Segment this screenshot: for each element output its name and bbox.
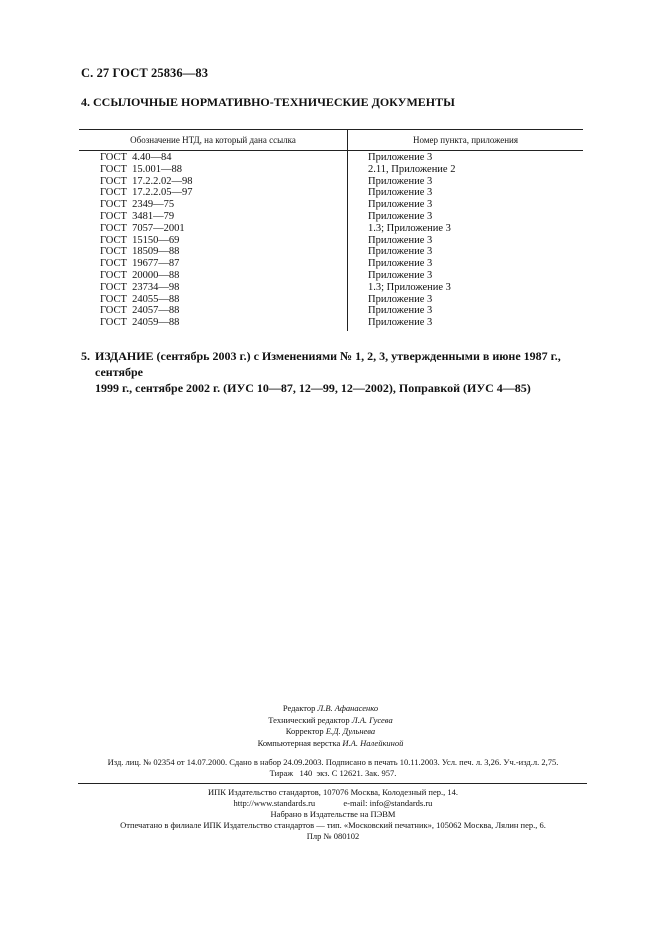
clause-reference: Приложение 3 — [368, 187, 433, 199]
edition-line-2: 1999 г., сентябре 2002 г. (ИУС 10—87, 12—99, 12—2002), Поправкой (ИУС 4—85) — [95, 381, 531, 395]
document-designation: ГОСТ 2349—75 — [100, 199, 175, 211]
clause-reference: 1.3; Приложение 3 — [368, 222, 451, 234]
imprint-block — [78, 757, 588, 779]
document-designation: ГОСТ 20000—88 — [100, 269, 180, 281]
table-row — [79, 176, 583, 188]
table-row — [79, 258, 583, 270]
column-header-clause: Номер пункта, приложения — [413, 135, 518, 145]
edition-line-1: ИЗДАНИЕ (сентябрь 2003 г.) с Изменениями № 1, 2, 3, утвержденными в июне 1987 г., сентябре — [95, 349, 561, 379]
document-designation: ГОСТ 15.001—88 — [100, 163, 183, 175]
credits-block — [0, 703, 661, 749]
document-designation: ГОСТ 19677—87 — [100, 258, 180, 270]
clause-reference: 2.11, Приложение 2 — [368, 163, 456, 175]
publisher-url[interactable]: http://www.standards.ru — [233, 798, 316, 808]
clause-reference: Приложение 3 — [368, 246, 433, 258]
document-designation: ГОСТ 17.2.2.05—97 — [100, 187, 193, 199]
credit-line — [0, 715, 661, 727]
clause-reference: Приложение 3 — [368, 234, 433, 246]
document-designation: ГОСТ 24055—88 — [100, 293, 180, 305]
clause-reference: Приложение 3 — [368, 305, 433, 317]
credit-role: Компьютерная верстка — [257, 737, 341, 748]
document-designation: ГОСТ 4.40—84 — [100, 152, 172, 163]
document-designation: ГОСТ 15150—69 — [100, 234, 180, 246]
document-designation: ГОСТ 17.2.2.02—98 — [100, 175, 193, 187]
references-table — [79, 129, 583, 331]
document-designation: ГОСТ 24057—88 — [100, 305, 180, 317]
credit-name: Л.А. Гусева — [351, 714, 393, 725]
table-row — [79, 246, 583, 258]
table-row — [79, 294, 583, 306]
table-row — [79, 317, 583, 329]
clause-reference: Приложение 3 — [368, 152, 433, 163]
publisher-contacts — [78, 798, 588, 809]
publisher-address: ИПК Издательство стандартов, 107076 Москва, Колодезный пер., 14. — [208, 787, 458, 797]
table-row — [79, 235, 583, 247]
column-header-document: Обозначение НТД, на который дана ссылка — [130, 135, 296, 145]
table-row — [79, 223, 583, 235]
section-5-edition — [81, 348, 591, 396]
clause-reference: Приложение 3 — [368, 199, 433, 211]
clause-reference: Приложение 3 — [368, 258, 433, 270]
table-body — [79, 152, 583, 329]
table-row — [79, 270, 583, 282]
document-designation: ГОСТ 24059—88 — [100, 317, 180, 329]
credit-line — [0, 738, 661, 750]
document-designation: ГОСТ 23734—98 — [100, 281, 180, 293]
imprint-line-1: Изд. лиц. № 02354 от 14.07.2000. Сдано в набор 24.09.2003. Подписано в печать 10.11.2003. Усл. печ. л. 3,26. Уч.-изд.л. 2,75. — [107, 757, 559, 767]
table-row — [79, 211, 583, 223]
section-4-title: 4. ССЫЛОЧНЫЕ НОРМАТИВНО-ТЕХНИЧЕСКИЕ ДОКУМЕНТЫ — [81, 95, 455, 109]
printed-note: Отпечатано в филиале ИПК Издательство стандартов — тип. «Московский печатник», 105062 Москва, Лялин пер., 6. — [120, 820, 546, 830]
credit-name: Л.В. Афанасенко — [317, 703, 379, 713]
credit-name: И.А. Налейкиной — [342, 737, 404, 748]
credit-name: Е.Д. Дульнева — [325, 726, 376, 736]
credit-line — [0, 703, 661, 715]
clause-reference: Приложение 3 — [368, 269, 433, 281]
clause-reference: Приложение 3 — [368, 175, 433, 187]
publisher-block — [78, 787, 588, 842]
credit-role: Редактор — [282, 703, 316, 713]
table-row — [79, 305, 583, 317]
typeset-note: Набрано в Издательстве на ПЭВМ — [270, 809, 396, 819]
table-row — [79, 187, 583, 199]
table-row — [79, 282, 583, 294]
header-rule — [79, 150, 583, 151]
license-number: Плр № 080102 — [306, 831, 360, 841]
clause-reference: Приложение 3 — [368, 210, 433, 222]
credit-line — [0, 726, 661, 738]
page-header: С. 27 ГОСТ 25836—83 — [81, 66, 209, 80]
table-row — [79, 199, 583, 211]
credit-role: Технический редактор — [268, 714, 350, 725]
footer-rule — [78, 783, 587, 784]
clause-reference: Приложение 3 — [368, 317, 433, 329]
table-row — [79, 164, 583, 176]
clause-reference: Приложение 3 — [368, 293, 433, 305]
document-designation: ГОСТ 7057—2001 — [100, 222, 185, 234]
section-5-number: 5. — [81, 349, 90, 363]
credit-role: Корректор — [285, 726, 324, 736]
publisher-email[interactable]: e-mail: info@standards.ru — [343, 798, 433, 808]
imprint-line-2: Тираж 140 экз. С 12621. Зак. 957. — [269, 768, 397, 778]
table-row — [79, 152, 583, 164]
document-designation: ГОСТ 3481—79 — [100, 210, 175, 222]
clause-reference: 1.3; Приложение 3 — [368, 281, 451, 293]
document-designation: ГОСТ 18509—88 — [100, 246, 180, 258]
